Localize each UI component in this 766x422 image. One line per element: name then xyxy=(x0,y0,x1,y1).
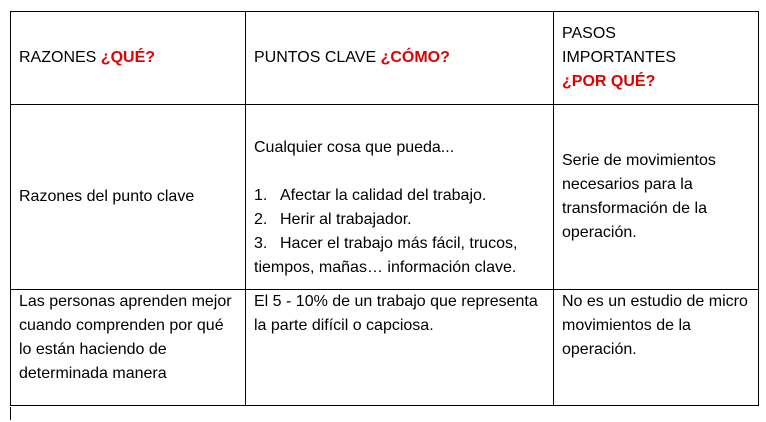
table-cell: Razones del punto clave xyxy=(11,105,246,290)
spacer xyxy=(254,160,545,184)
table-cell: Las personas aprenden mejor cuando comprenden por qué lo están haciendo de determinada manera xyxy=(11,290,246,406)
header-cell-razones xyxy=(11,12,246,105)
table-row xyxy=(11,105,759,290)
table-cell: El 5 - 10% de un trabajo que representa la parte difícil o capciosa. xyxy=(246,290,554,406)
header-cell-pasos-importantes xyxy=(554,12,759,105)
header-question: ¿QUÉ? xyxy=(100,49,156,66)
table-cell: No es un estudio de micro movimientos de la operación. xyxy=(554,290,759,406)
header-label: PUNTOS CLAVE xyxy=(254,49,377,66)
list-text: Afectar la calidad del trabajo. xyxy=(280,187,487,204)
list-number: 3. xyxy=(254,235,268,252)
list-number: 2. xyxy=(254,211,268,228)
list-text: Hacer el trabajo más fácil, trucos, tiempos, mañas… información clave. xyxy=(254,235,518,276)
header-label-line1: PASOS xyxy=(562,25,616,42)
list-intro: Cualquier cosa que pueda... xyxy=(254,139,455,156)
header-question: ¿CÓMO? xyxy=(380,49,450,66)
table-cell xyxy=(246,105,554,290)
table-row xyxy=(11,290,759,406)
list-item xyxy=(254,232,545,280)
cursor-mark xyxy=(10,407,11,420)
header-label: RAZONES xyxy=(19,49,97,66)
table-header-row xyxy=(11,12,759,105)
key-points-list xyxy=(254,184,545,280)
header-cell-puntos-clave xyxy=(246,12,554,105)
key-points-table xyxy=(10,11,759,406)
table-cell: Serie de movimientos necesarios para la transformación de la operación. xyxy=(554,105,759,290)
header-question: ¿POR QUÉ? xyxy=(562,73,656,90)
list-item xyxy=(254,208,545,232)
header-label-line2: IMPORTANTES xyxy=(562,49,677,66)
list-number: 1. xyxy=(254,187,268,204)
list-item xyxy=(254,184,545,208)
list-text: Herir al trabajador. xyxy=(280,211,412,228)
